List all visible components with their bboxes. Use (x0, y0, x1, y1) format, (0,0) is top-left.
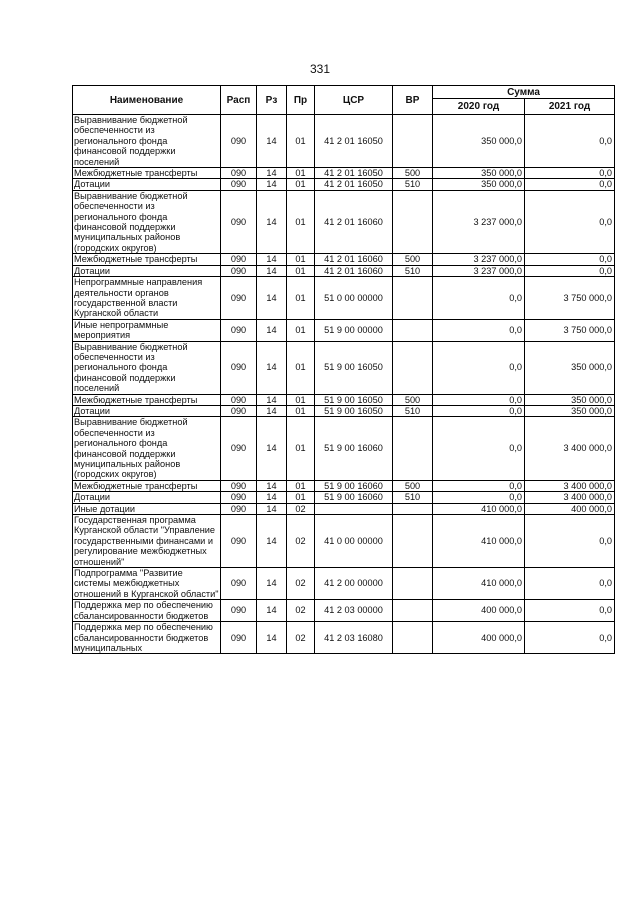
cell-rasp: 090 (221, 341, 257, 394)
cell-sum-2021: 0,0 (525, 190, 615, 253)
cell-rasp: 090 (221, 277, 257, 320)
table-row (73, 568, 615, 600)
cell-name: Выравнивание бюджетной обеспеченности из регионального фонда финансовой поддержки поселений (73, 115, 221, 168)
cell-sum-2021: 3 400 000,0 (525, 480, 615, 491)
cell-vr: 510 (393, 405, 433, 416)
cell-sum-2020: 410 000,0 (433, 503, 525, 514)
table-row (73, 394, 615, 405)
header-pr: Пр (287, 86, 315, 115)
cell-csr: 41 2 01 16060 (315, 265, 393, 276)
cell-vr (393, 277, 433, 320)
cell-pr: 01 (287, 190, 315, 253)
cell-vr (393, 190, 433, 253)
cell-csr: 51 0 00 00000 (315, 277, 393, 320)
cell-sum-2021: 0,0 (525, 515, 615, 568)
header-year-2021: 2021 год (525, 99, 615, 115)
cell-pr: 02 (287, 622, 315, 654)
table-row (73, 480, 615, 491)
cell-name: Межбюджетные трансферты (73, 394, 221, 405)
cell-sum-2020: 3 237 000,0 (433, 254, 525, 265)
cell-rz: 14 (257, 115, 287, 168)
cell-name: Выравнивание бюджетной обеспеченности из регионального фонда финансовой поддержки поселений (73, 341, 221, 394)
cell-rasp: 090 (221, 179, 257, 190)
cell-rz: 14 (257, 319, 287, 341)
cell-sum-2021: 0,0 (525, 254, 615, 265)
cell-sum-2021: 0,0 (525, 115, 615, 168)
cell-sum-2021: 0,0 (525, 168, 615, 179)
cell-rz: 14 (257, 265, 287, 276)
cell-pr: 01 (287, 341, 315, 394)
cell-csr: 51 9 00 16060 (315, 480, 393, 491)
table-row (73, 622, 615, 654)
cell-pr: 02 (287, 600, 315, 622)
cell-vr (393, 319, 433, 341)
cell-csr: 51 9 00 16050 (315, 341, 393, 394)
cell-sum-2020: 400 000,0 (433, 622, 525, 654)
cell-rz: 14 (257, 277, 287, 320)
cell-rz: 14 (257, 179, 287, 190)
cell-rasp: 090 (221, 622, 257, 654)
cell-sum-2021: 0,0 (525, 622, 615, 654)
cell-sum-2020: 3 237 000,0 (433, 190, 525, 253)
cell-pr: 01 (287, 417, 315, 480)
cell-sum-2020: 410 000,0 (433, 568, 525, 600)
cell-vr (393, 503, 433, 514)
cell-vr (393, 622, 433, 654)
header-name: Наименование (73, 86, 221, 115)
table-row (73, 115, 615, 168)
cell-csr: 41 2 01 16050 (315, 179, 393, 190)
cell-rasp: 090 (221, 417, 257, 480)
cell-vr (393, 600, 433, 622)
cell-sum-2020: 0,0 (433, 319, 525, 341)
table-row (73, 503, 615, 514)
table-row (73, 265, 615, 276)
cell-sum-2020: 350 000,0 (433, 179, 525, 190)
cell-name: Поддержка мер по обеспечению сбалансированности бюджетов (73, 600, 221, 622)
cell-rz: 14 (257, 190, 287, 253)
page-number: 331 (309, 62, 331, 76)
cell-sum-2020: 350 000,0 (433, 168, 525, 179)
cell-sum-2021: 350 000,0 (525, 405, 615, 416)
cell-rasp: 090 (221, 480, 257, 491)
cell-name: Выравнивание бюджетной обеспеченности из регионального фонда финансовой поддержки муниципальных районов (городских округов) (73, 190, 221, 253)
table-row (73, 492, 615, 503)
cell-sum-2020: 0,0 (433, 277, 525, 320)
cell-name: Дотации (73, 492, 221, 503)
cell-csr: 41 2 00 00000 (315, 568, 393, 600)
cell-vr (393, 568, 433, 600)
table-row (73, 277, 615, 320)
cell-csr: 41 0 00 00000 (315, 515, 393, 568)
cell-pr: 01 (287, 168, 315, 179)
cell-csr: 51 9 00 16060 (315, 417, 393, 480)
cell-rasp: 090 (221, 254, 257, 265)
cell-name: Выравнивание бюджетной обеспеченности из регионального фонда финансовой поддержки муниципальных районов (городских округов) (73, 417, 221, 480)
cell-csr (315, 503, 393, 514)
cell-vr (393, 515, 433, 568)
cell-rz: 14 (257, 515, 287, 568)
cell-rz: 14 (257, 480, 287, 491)
cell-sum-2020: 400 000,0 (433, 600, 525, 622)
cell-pr: 01 (287, 115, 315, 168)
cell-sum-2020: 410 000,0 (433, 515, 525, 568)
cell-pr: 01 (287, 319, 315, 341)
cell-rz: 14 (257, 503, 287, 514)
cell-rz: 14 (257, 394, 287, 405)
cell-vr: 500 (393, 168, 433, 179)
cell-sum-2020: 3 237 000,0 (433, 265, 525, 276)
cell-csr: 41 2 01 16050 (315, 168, 393, 179)
cell-vr: 500 (393, 480, 433, 491)
cell-sum-2021: 350 000,0 (525, 341, 615, 394)
header-vr: ВР (393, 86, 433, 115)
cell-sum-2021: 0,0 (525, 600, 615, 622)
cell-sum-2021: 0,0 (525, 265, 615, 276)
cell-name: Дотации (73, 265, 221, 276)
cell-csr: 51 9 00 16060 (315, 492, 393, 503)
cell-name: Иные дотации (73, 503, 221, 514)
cell-rasp: 090 (221, 600, 257, 622)
cell-csr: 41 2 01 16060 (315, 190, 393, 253)
cell-sum-2020: 0,0 (433, 480, 525, 491)
cell-csr: 41 2 03 16080 (315, 622, 393, 654)
table-row (73, 405, 615, 416)
cell-pr: 02 (287, 503, 315, 514)
cell-name: Межбюджетные трансферты (73, 254, 221, 265)
table-row (73, 600, 615, 622)
cell-sum-2021: 3 400 000,0 (525, 492, 615, 503)
cell-rz: 14 (257, 622, 287, 654)
cell-sum-2021: 3 400 000,0 (525, 417, 615, 480)
cell-csr: 51 9 00 00000 (315, 319, 393, 341)
cell-sum-2021: 3 750 000,0 (525, 319, 615, 341)
cell-name: Иные непрограммные мероприятия (73, 319, 221, 341)
cell-rz: 14 (257, 168, 287, 179)
cell-sum-2020: 0,0 (433, 492, 525, 503)
cell-rz: 14 (257, 600, 287, 622)
cell-sum-2021: 3 750 000,0 (525, 277, 615, 320)
cell-vr: 510 (393, 265, 433, 276)
cell-pr: 02 (287, 568, 315, 600)
cell-pr: 01 (287, 277, 315, 320)
cell-rasp: 090 (221, 568, 257, 600)
cell-vr: 510 (393, 492, 433, 503)
table-body (73, 115, 615, 654)
cell-name: Непрограммные направления деятельности органов государственной власти Курганской области (73, 277, 221, 320)
cell-pr: 01 (287, 480, 315, 491)
cell-csr: 41 2 03 00000 (315, 600, 393, 622)
cell-pr: 01 (287, 405, 315, 416)
cell-pr: 01 (287, 265, 315, 276)
cell-vr: 500 (393, 254, 433, 265)
cell-vr: 510 (393, 179, 433, 190)
cell-sum-2021: 350 000,0 (525, 394, 615, 405)
cell-pr: 01 (287, 492, 315, 503)
cell-sum-2020: 350 000,0 (433, 115, 525, 168)
table-row (73, 417, 615, 480)
cell-rasp: 090 (221, 190, 257, 253)
table-row (73, 341, 615, 394)
cell-sum-2020: 0,0 (433, 417, 525, 480)
table-row (73, 190, 615, 253)
cell-rz: 14 (257, 568, 287, 600)
cell-name: Межбюджетные трансферты (73, 168, 221, 179)
cell-rasp: 090 (221, 265, 257, 276)
cell-rasp: 090 (221, 319, 257, 341)
cell-name: Государственная программа Курганской области "Управление государственными финансами и регулирование межбюджетных отношений" (73, 515, 221, 568)
cell-sum-2021: 0,0 (525, 179, 615, 190)
cell-name: Межбюджетные трансферты (73, 480, 221, 491)
cell-vr (393, 341, 433, 394)
cell-rz: 14 (257, 405, 287, 416)
header-csr: ЦСР (315, 86, 393, 115)
header-rasp: Расп (221, 86, 257, 115)
cell-csr: 51 9 00 16050 (315, 405, 393, 416)
header-sum: Сумма (433, 86, 615, 99)
cell-vr (393, 115, 433, 168)
table-row (73, 319, 615, 341)
cell-rz: 14 (257, 417, 287, 480)
cell-rasp: 090 (221, 515, 257, 568)
cell-csr: 41 2 01 16060 (315, 254, 393, 265)
cell-sum-2020: 0,0 (433, 341, 525, 394)
cell-rz: 14 (257, 492, 287, 503)
cell-sum-2020: 0,0 (433, 405, 525, 416)
header-year-2020: 2020 год (433, 99, 525, 115)
cell-rz: 14 (257, 341, 287, 394)
cell-pr: 01 (287, 254, 315, 265)
cell-csr: 51 9 00 16050 (315, 394, 393, 405)
cell-pr: 01 (287, 394, 315, 405)
cell-rasp: 090 (221, 115, 257, 168)
table-row (73, 168, 615, 179)
table-row (73, 179, 615, 190)
table-row (73, 515, 615, 568)
header-rz: Рз (257, 86, 287, 115)
cell-name: Дотации (73, 179, 221, 190)
cell-rasp: 090 (221, 394, 257, 405)
cell-name: Подпрограмма "Развитие системы межбюджетных отношений в Курганской области" (74, 568, 219, 599)
cell-rasp: 090 (221, 503, 257, 514)
cell-pr: 01 (287, 179, 315, 190)
cell-vr (393, 417, 433, 480)
cell-vr: 500 (393, 394, 433, 405)
cell-sum-2020: 0,0 (433, 394, 525, 405)
cell-rz: 14 (257, 254, 287, 265)
cell-rasp: 090 (221, 168, 257, 179)
cell-sum-2021: 400 000,0 (525, 503, 615, 514)
cell-name: Поддержка мер по обеспечению сбалансированности бюджетов муниципальных (73, 622, 221, 654)
cell-name: Дотации (73, 405, 221, 416)
budget-table (72, 85, 615, 654)
cell-sum-2021: 0,0 (525, 568, 615, 600)
cell-csr: 41 2 01 16050 (315, 115, 393, 168)
cell-rasp: 090 (221, 492, 257, 503)
table-row (73, 254, 615, 265)
cell-rasp: 090 (221, 405, 257, 416)
cell-pr: 02 (287, 515, 315, 568)
